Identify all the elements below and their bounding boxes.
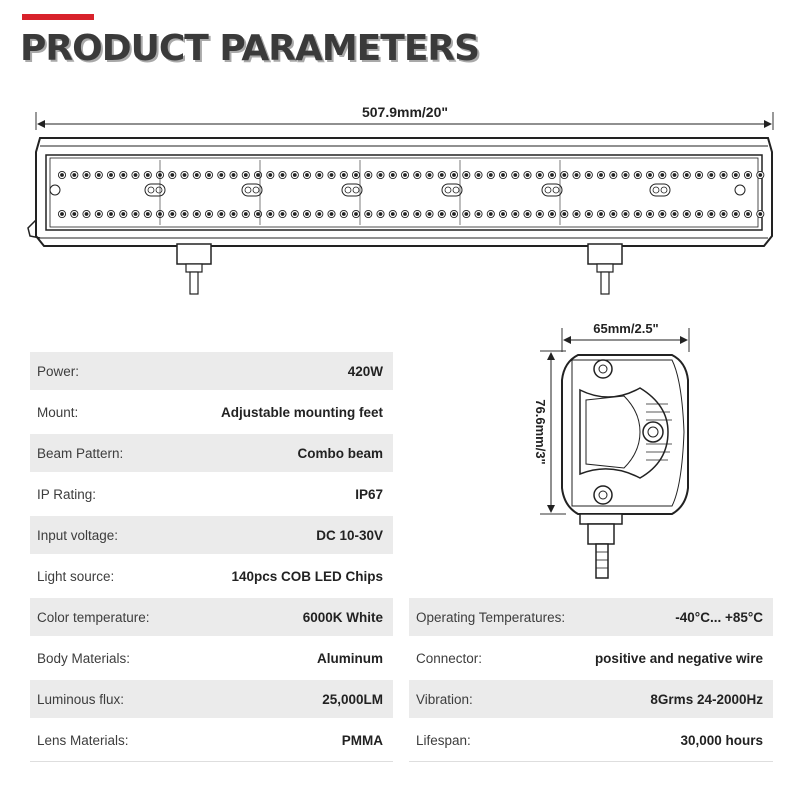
spec-label: IP Rating: (37, 486, 97, 502)
spec-label: Mount: (37, 404, 79, 420)
spec-value: 140pcs COB LED Chips (231, 568, 383, 584)
spec-row-light-source (30, 557, 393, 595)
spec-label: Vibration: (416, 691, 473, 707)
table-bottom-divider-left (30, 761, 393, 762)
spec-row-lens-materials (30, 721, 393, 759)
spec-label: Light source: (37, 568, 115, 584)
spec-label: Connector: (416, 650, 483, 666)
spec-label: Luminous flux: (37, 691, 125, 707)
spec-label: Input voltage: (37, 527, 119, 543)
light-bar-side-view (562, 355, 688, 578)
table-bottom-divider-right (409, 761, 773, 762)
spec-label: Body Materials: (37, 650, 131, 666)
spec-row-input-voltage (30, 516, 393, 554)
light-bar-front-view (28, 138, 772, 246)
spec-row-luminous-flux (30, 680, 393, 718)
spec-row-beam-pattern (30, 434, 393, 472)
spec-label: Lifespan: (416, 732, 471, 748)
spec-label: Lens Materials: (37, 732, 129, 748)
spec-value: PMMA (341, 732, 383, 748)
spec-label: Color temperature: (37, 609, 150, 625)
length-dimension-label: 507.9mm/20" (361, 104, 449, 120)
spec-label: Beam Pattern: (37, 445, 124, 461)
spec-value: 420W (347, 363, 383, 379)
width-dimension (562, 321, 689, 352)
spec-value: Aluminum (317, 650, 383, 666)
length-dimension (36, 104, 773, 130)
spec-value: 6000K White (302, 609, 383, 625)
spec-label: Power: (37, 363, 80, 379)
spec-value: DC 10-30V (316, 527, 383, 543)
spec-row-lifespan (409, 721, 773, 759)
spec-row-ip-rating (30, 475, 393, 513)
spec-value: -40°C... +85°C (675, 609, 763, 625)
spec-row-body-materials (30, 639, 393, 677)
spec-row-power (30, 352, 393, 390)
spec-row-color-temperature (30, 598, 393, 636)
spec-row-connector (409, 639, 773, 677)
mounting-foot-left (177, 244, 211, 294)
spec-row-operating-temperatures (409, 598, 773, 636)
page-title: PRODUCT PARAMETERS (20, 28, 480, 69)
spec-value: IP67 (355, 486, 383, 502)
spec-table-left (30, 352, 393, 762)
mounting-foot-right (588, 244, 622, 294)
spec-value: 30,000 hours (680, 732, 763, 748)
spec-row-vibration (409, 680, 773, 718)
spec-value: Combo beam (297, 445, 383, 461)
spec-value: positive and negative wire (594, 650, 763, 666)
height-dimension-label: 76.6mm/3" (533, 399, 548, 465)
spec-value: 8Grms 24-2000Hz (650, 691, 763, 707)
spec-value: Adjustable mounting feet (221, 404, 383, 420)
spec-value: 25,000LM (322, 691, 383, 707)
spec-label: Operating Temperatures: (416, 609, 566, 625)
spec-row-mount (30, 393, 393, 431)
width-dimension-label: 65mm/2.5" (593, 321, 659, 336)
spec-table-right (409, 598, 773, 762)
